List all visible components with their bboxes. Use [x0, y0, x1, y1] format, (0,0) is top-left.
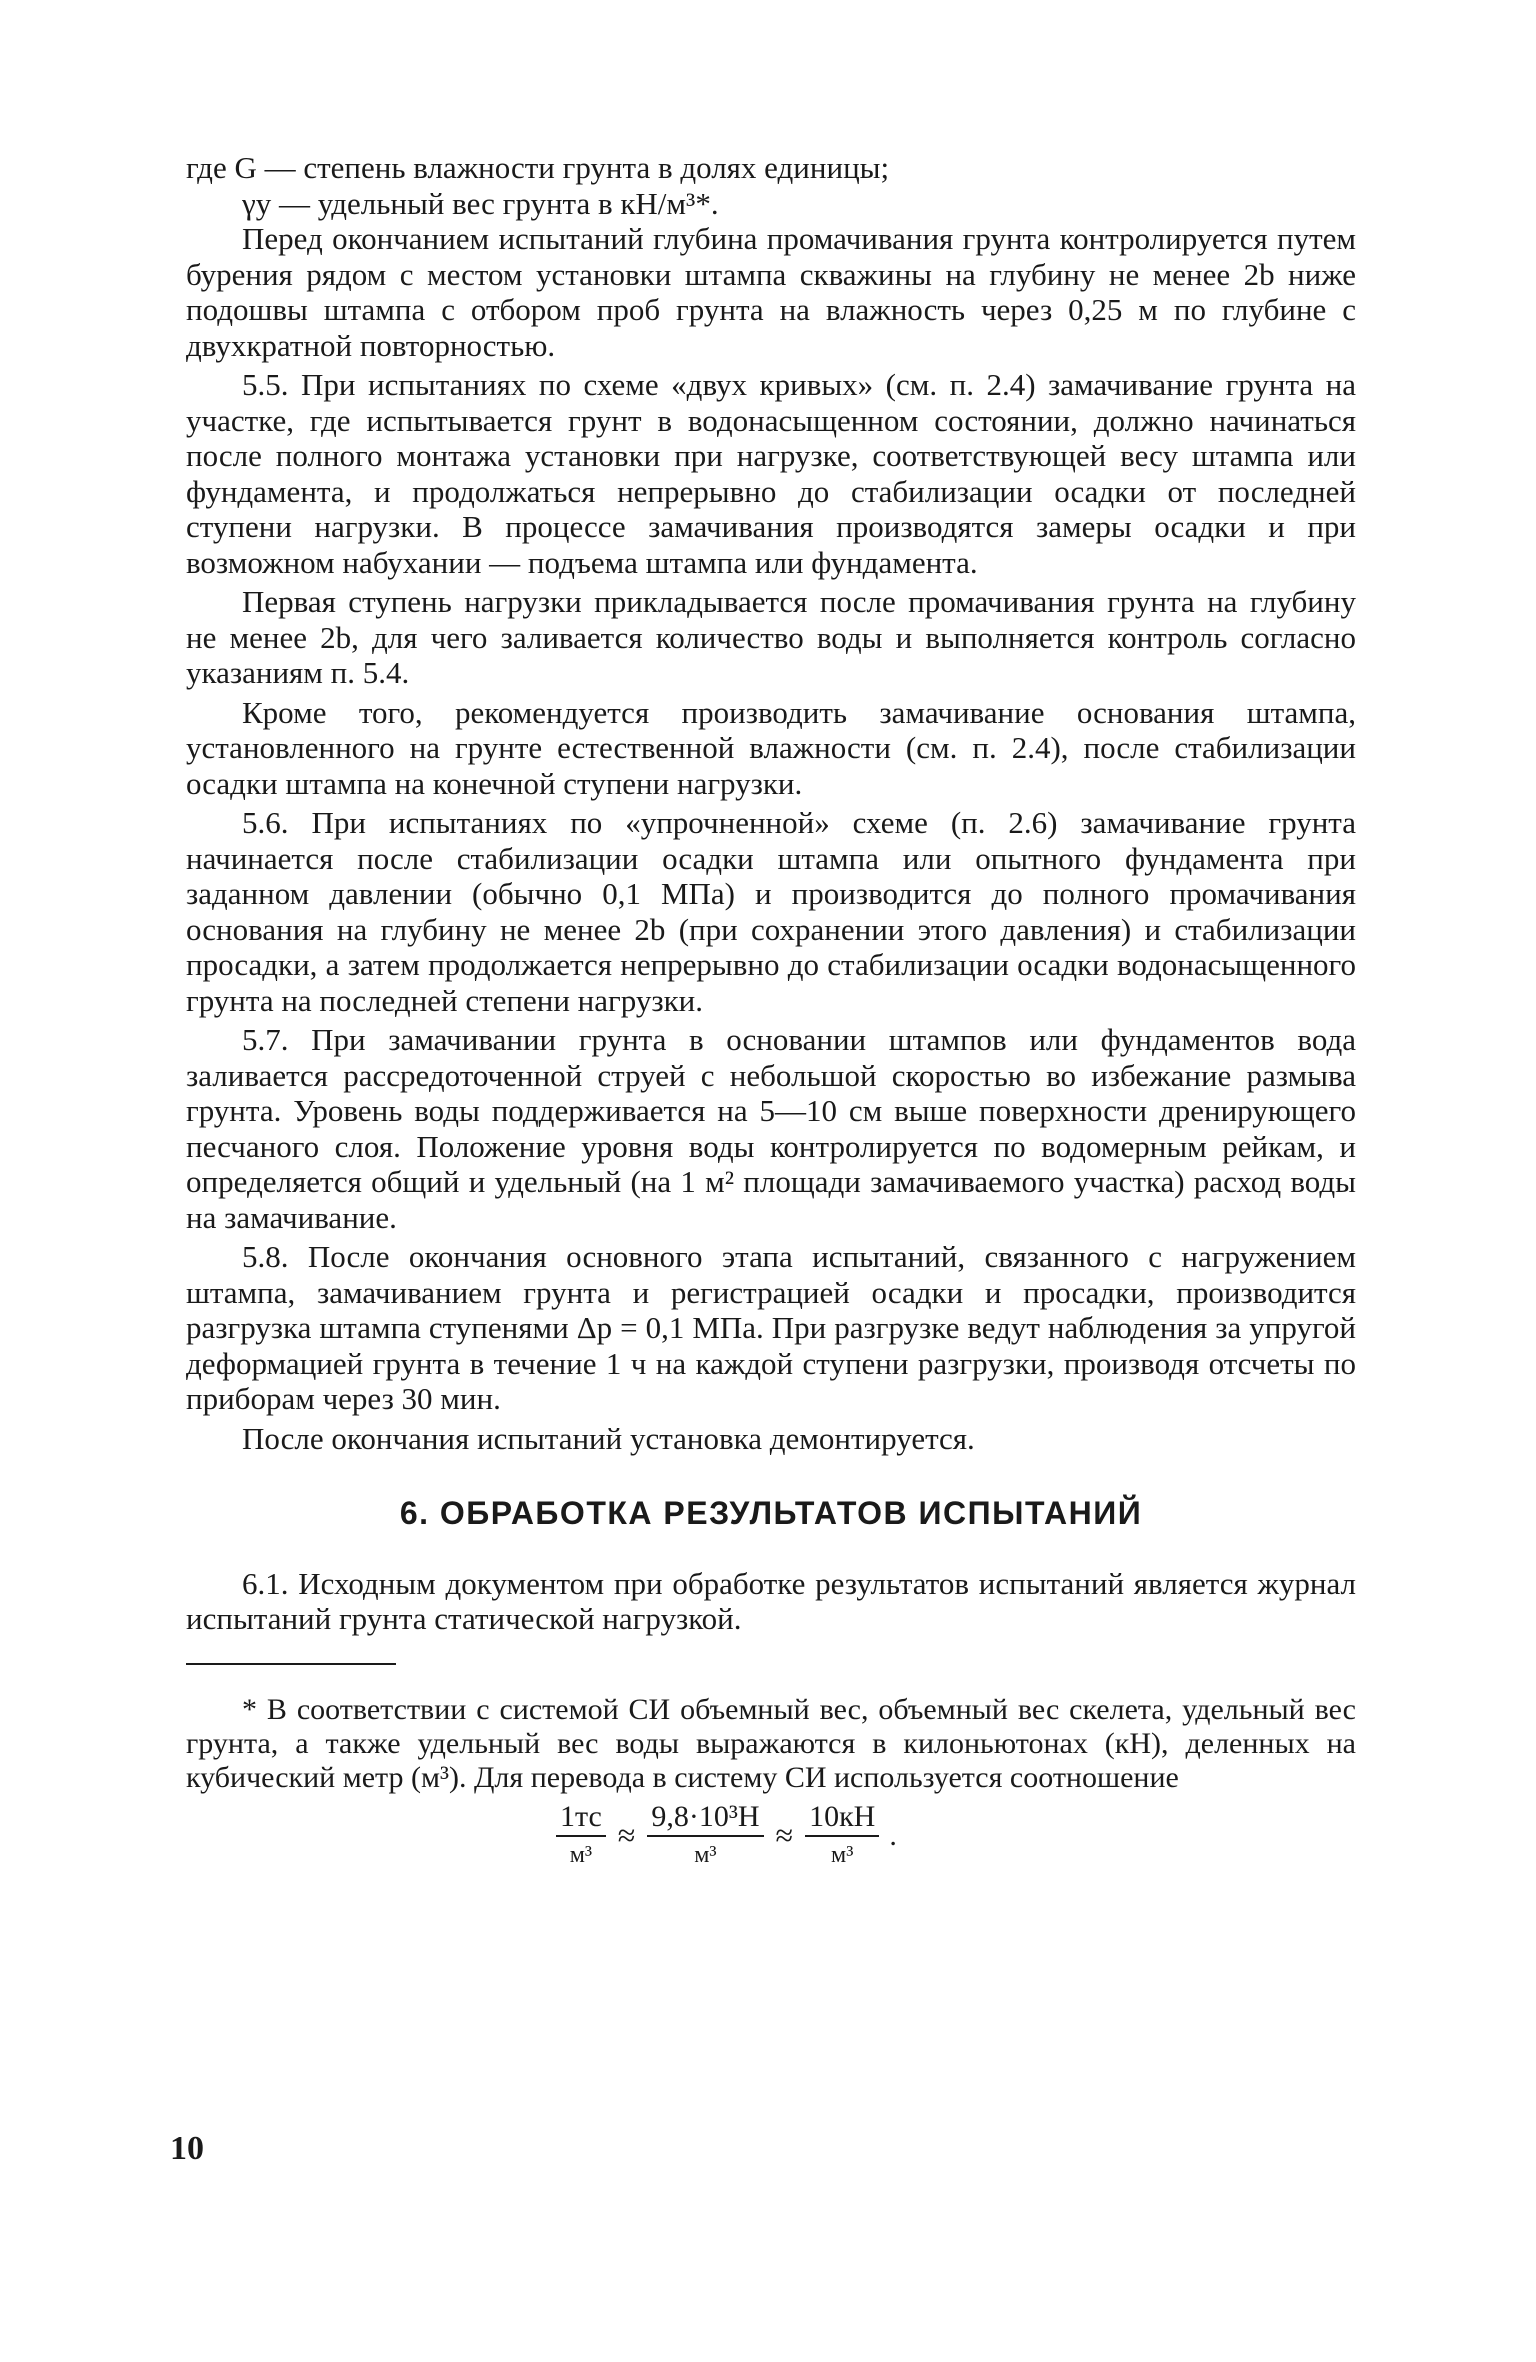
conversion-formula: [556, 1799, 1356, 1873]
formula-end: .: [889, 1818, 897, 1852]
paragraph-5-7: 5.7. При замачивании грунта в основании штампов или фундаментов вода заливается рассредоточенной струей с небольшой скоростью во избежание размыва грунта. Уровень воды поддерживается на 5—10 см выше поверхности дренирующего песчаного слоя. Положение уровня воды контролируется по водомерным рейкам, и определяется общий и удельный (на 1 м² площади замачиваемого участка) расход воды на замачивание.: [186, 1022, 1356, 1235]
section-heading: 6. ОБРАБОТКА РЕЗУЛЬТАТОВ ИСПЫТАНИЙ: [399, 1495, 1143, 1531]
paragraph-5-4-end: Перед окончанием испытаний глубина промачивания грунта контролируется путем бурения рядом с местом установки штампа скважины на глубину не менее 2b ниже подошвы штампа с отбором проб грунта на влажность через 0,25 м по глубине с двухкратной повторностью.: [186, 221, 1356, 363]
approx-sign: ≈: [617, 1816, 636, 1853]
fraction-3-numerator: 10кН: [805, 1799, 879, 1837]
paragraph-5-6: 5.6. При испытаниях по «упрочненной» схеме (п. 2.6) замачивание грунта начинается после стабилизации осадки штампа или опытного фундамента при заданном давлении (обычно 0,1 МПа) и производится до полного промачивания основания на глубину не менее 2b (при сохранении этого давления) и стабилизации просадки, а затем продолжается непрерывно до стабилизации осадки водонасыщенного грунта на последней степени нагрузки.: [186, 805, 1356, 1018]
fraction-1: [556, 1799, 606, 1873]
footnote-text: * В соответствии с системой СИ объемный вес, объемный вес скелета, удельный вес грунта, а также удельный вес воды выражаются в килоньютонах (кН), деленных на кубический метр (м³). Для перевода в систему СИ используется соотношение: [186, 1692, 1356, 1794]
paragraph-6-1: 6.1. Исходным документом при обработке результатов испытаний является журнал испытаний грунта статической нагрузкой.: [186, 1565, 1356, 1636]
paragraph-5-8: 5.8. После окончания основного этапа испытаний, связанного с нагружением штампа, замачиванием грунта и регистрацией осадки и просадки, производится разгрузка штампа ступенями Δp = 0,1 МПа. При разгрузке ведут наблюдения за упругой деформацией грунта в течение 1 ч на каждой ступени разгрузки, производя отсчеты по приборам через 30 мин.: [186, 1239, 1356, 1416]
fraction-3: [805, 1799, 879, 1873]
fraction-2: [647, 1799, 763, 1873]
definition-g: где G — степень влажности грунта в долях единицы;: [186, 150, 890, 185]
fraction-2-numerator: 9,8·10³Н: [647, 1799, 763, 1837]
fraction-1-denominator: м³: [569, 1841, 593, 1868]
paragraph-5-8-b: После окончания испытаний установка демонтируется.: [242, 1420, 975, 1456]
paragraph-5-5-b: Первая ступень нагрузки прикладывается после промачивания грунта на глубину не менее 2b, для чего заливается количество воды и выполняется контроль согласно указаниям п. 5.4.: [186, 584, 1356, 690]
approx-sign: ≈: [775, 1816, 794, 1853]
fraction-3-denominator: м³: [831, 1841, 854, 1868]
fraction-2-denominator: м³: [694, 1841, 717, 1868]
page-body: [186, 150, 1356, 1873]
footnote-divider: [186, 1663, 396, 1665]
page-number: 10: [170, 2130, 204, 2167]
paragraph-5-5: 5.5. При испытаниях по схеме «двух кривых» (см. п. 2.4) замачивание грунта на участке, где испытывается грунт в водонасыщенном состоянии, должно начинаться после полного монтажа установки при нагрузке, соответствующей весу штампа или фундамента, и продолжаться непрерывно до стабилизации осадки от последней ступени нагрузки. В процессе замачивания производятся замеры осадки и при возможном набухании — подъема штампа или фундамента.: [186, 367, 1356, 580]
paragraph-5-5-c: Кроме того, рекомендуется производить замачивание основания штампа, установленного на грунте естественной влажности (см. п. 2.4), после стабилизации осадки штампа на конечной ступени нагрузки.: [186, 694, 1356, 801]
definition-gamma: γу — удельный вес грунта в кН/м³*.: [242, 185, 719, 221]
fraction-1-numerator: 1тс: [556, 1799, 606, 1837]
